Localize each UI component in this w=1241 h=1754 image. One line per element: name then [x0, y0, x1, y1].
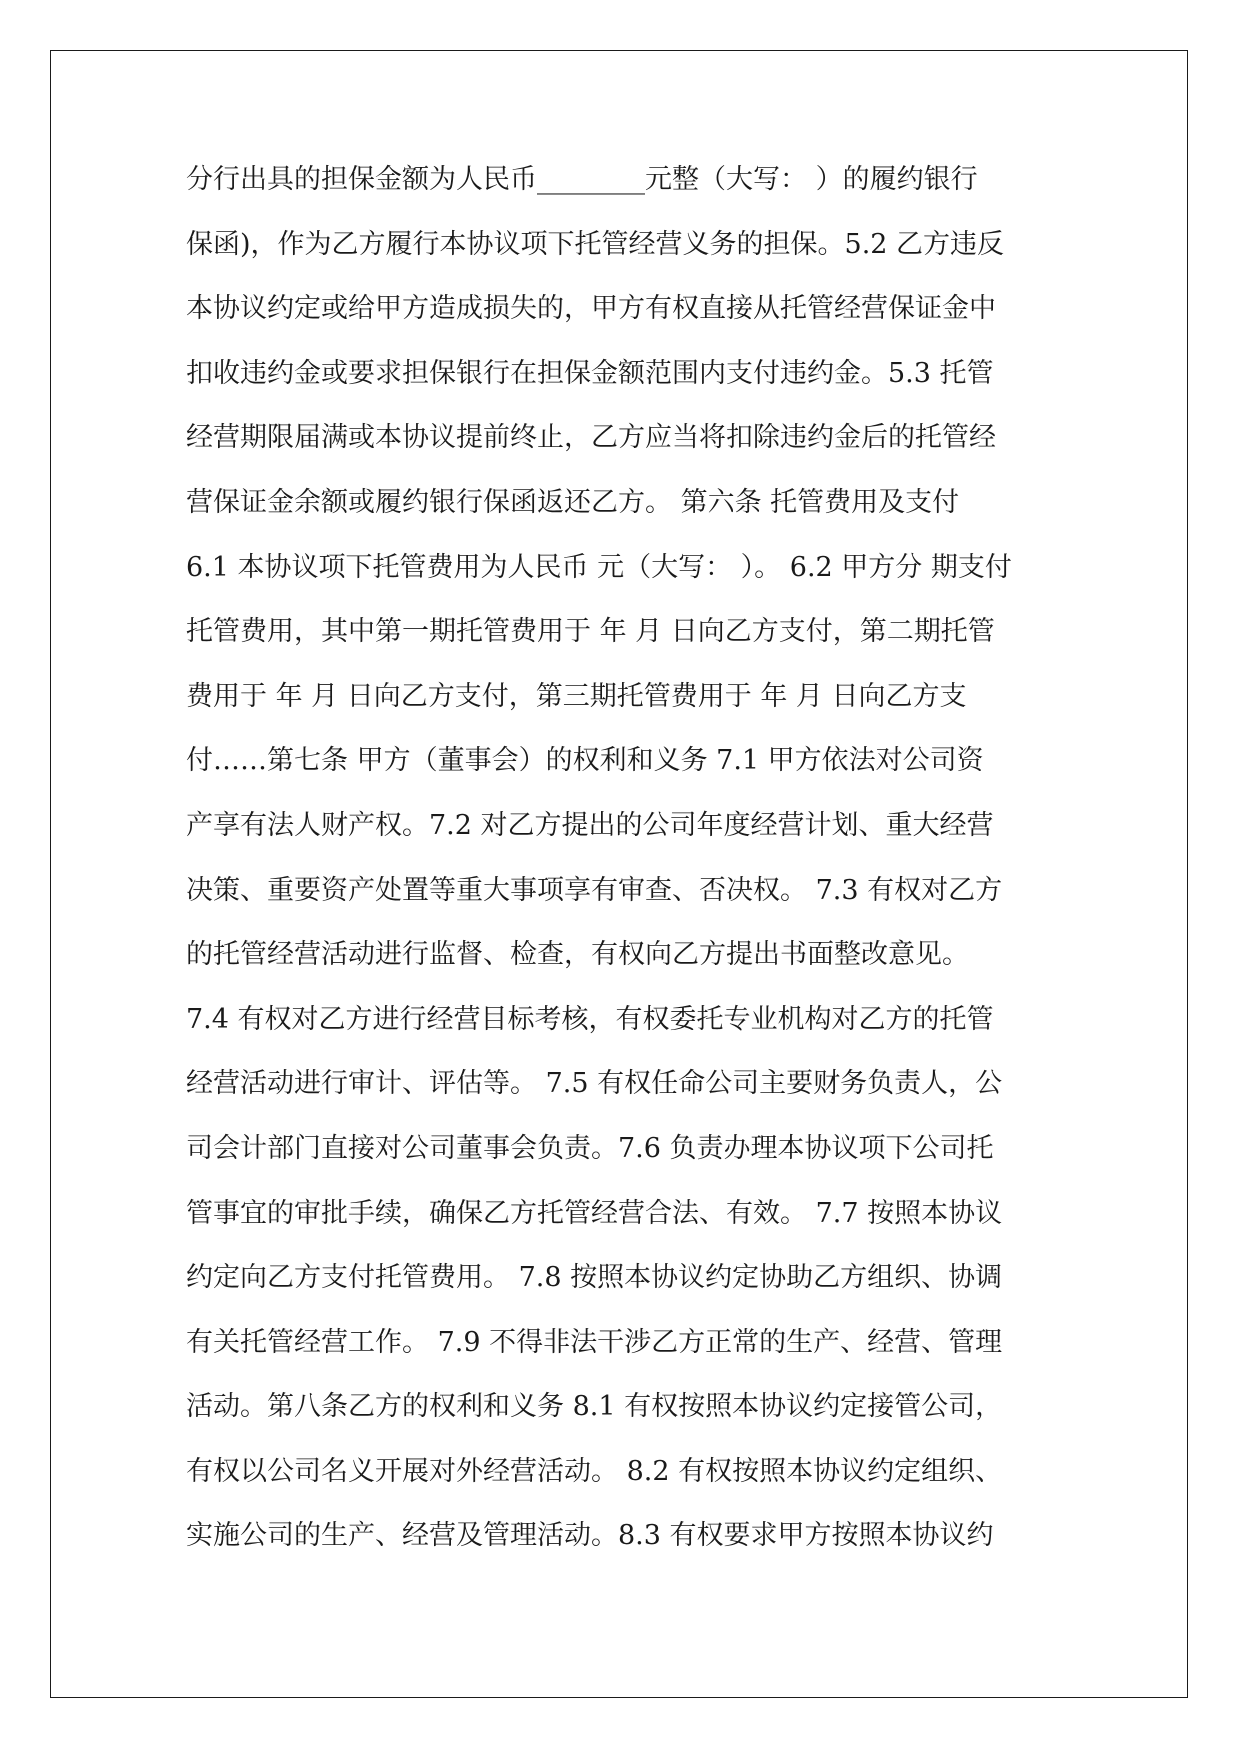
text-line: 保函)，作为乙方履行本协议项下托管经营义务的担保。5.2 乙方违反	[186, 228, 1005, 260]
text-line: 实施公司的生产、经营及管理活动。8.3 有权要求甲方按照本协议约	[186, 1520, 994, 1552]
text-line: 活动。第八条乙方的权利和义务 8.1 有权按照本协议约定接管公司，	[186, 1391, 1003, 1423]
text-line: 的托管经营活动进行监督、检查，有权向乙方提出书面整改意见。	[186, 939, 969, 971]
text-line: 扣收违约金或要求担保银行在担保金额范围内支付违约金。5.3 托管	[186, 357, 994, 389]
text-line: 经营活动进行审计、评估等。 7.5 有权任命公司主要财务负责人，公	[186, 1068, 1003, 1100]
text-line: 有权以公司名义开展对外经营活动。 8.2 有权按照本协议约定组织、	[186, 1455, 1003, 1487]
text-line: 本协议约定或给甲方造成损失的，甲方有权直接从托管经营保证金中	[186, 293, 996, 325]
text-line: 约定向乙方支付托管费用。 7.8 按照本协议约定协助乙方组织、协调	[186, 1262, 1003, 1294]
text-line: 经营期限届满或本协议提前终止，乙方应当将扣除违约金后的托管经	[186, 422, 996, 454]
text-line: 产享有法人财产权。7.2 对乙方提出的公司年度经营计划、重大经营	[186, 809, 994, 841]
text-line: 费用于 年 月 日向乙方支付，第三期托管费用于 年 月 日向乙方支	[186, 680, 967, 712]
text-line: 管事宜的审批手续，确保乙方托管经营合法、有效。 7.7 按照本协议	[186, 1197, 1003, 1229]
text-line: 营保证金余额或履约银行保函返还乙方。 第六条 托管费用及支付	[186, 486, 960, 518]
text-line: 托管费用，其中第一期托管费用于 年 月 日向乙方支付，第二期托管	[186, 616, 995, 648]
text-line: 决策、重要资产处置等重大事项享有审查、否决权。 7.3 有权对乙方	[186, 874, 1003, 906]
text-line: 司会计部门直接对公司董事会负责。7.6 负责办理本协议项下公司托	[186, 1132, 994, 1164]
text-line: 有关托管经营工作。 7.9 不得非法干涉乙方正常的生产、经营、管理	[186, 1326, 1003, 1358]
text-line: 7.4 有权对乙方进行经营目标考核，有权委托专业机构对乙方的托管	[186, 1003, 994, 1035]
text-line: 分行出具的担保金额为人民币________元整（大写： ）的履约银行	[186, 164, 978, 195]
document-body	[186, 148, 1066, 1569]
text-line: 6.1 本协议项下托管费用为人民币 元（大写： ）。 6.2 甲方分 期支付	[186, 551, 1012, 583]
text-line: 付……第七条 甲方（董事会）的权利和义务 7.1 甲方依法对公司资	[186, 745, 984, 777]
